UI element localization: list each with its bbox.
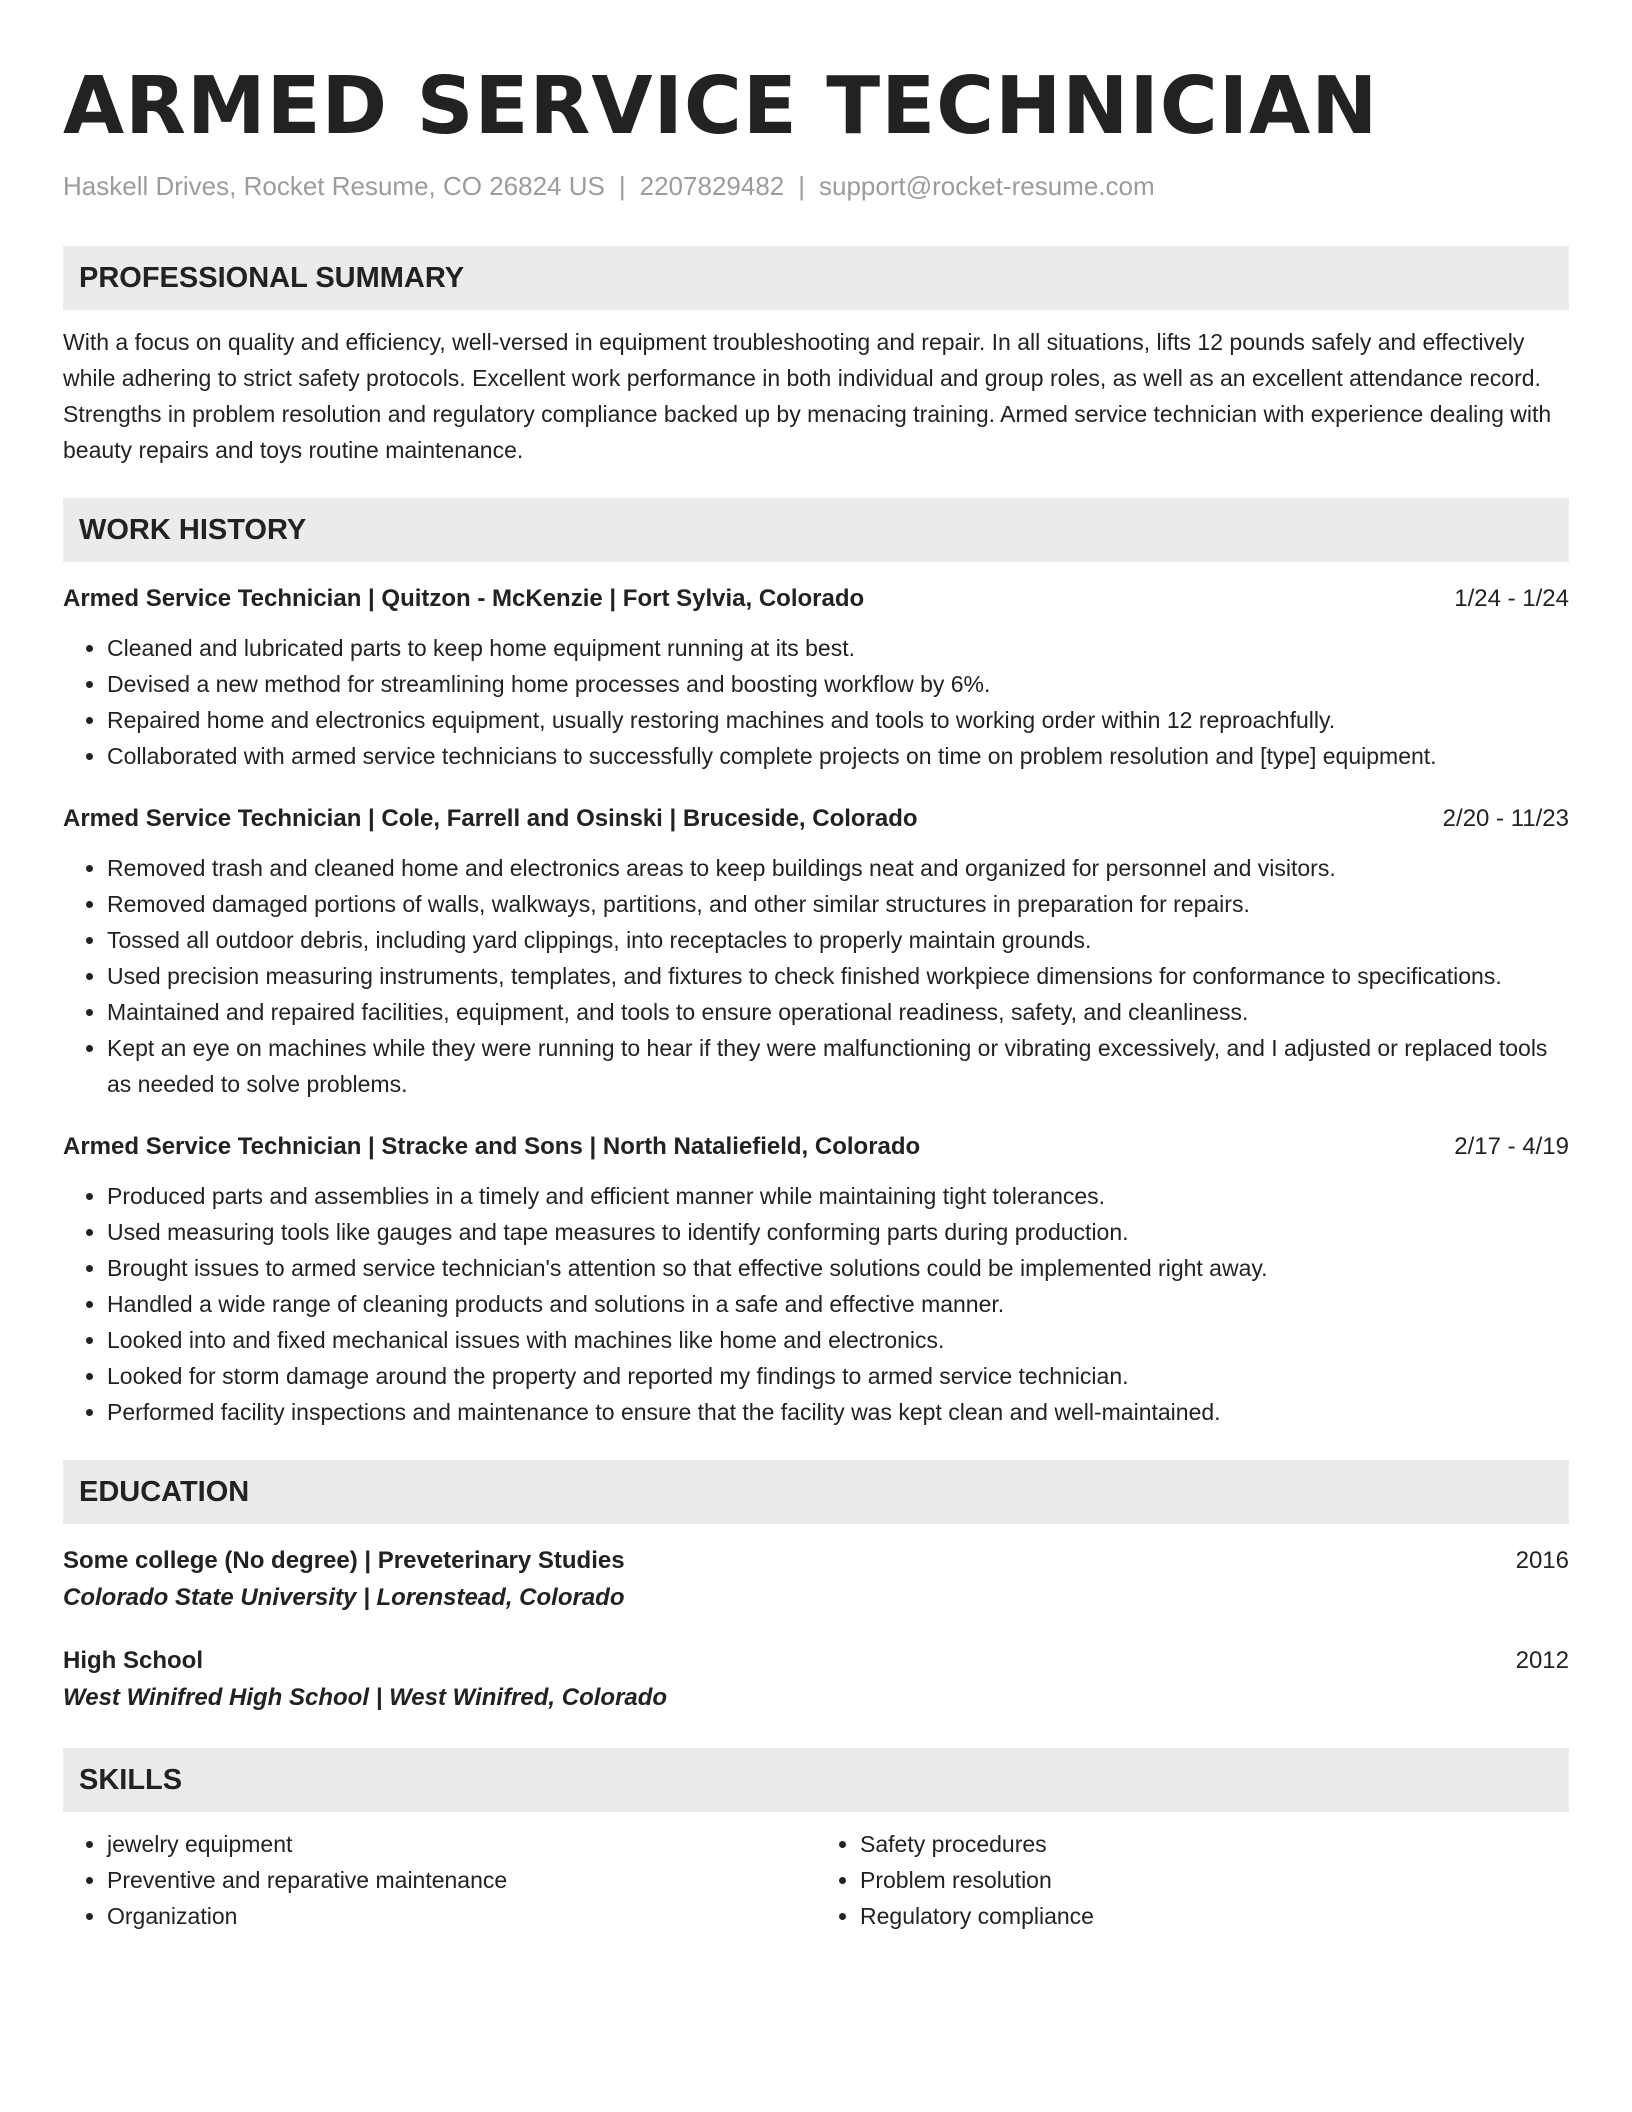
job-dates: 1/24 - 1/24 — [1454, 585, 1569, 612]
education-year: 2012 — [1515, 1647, 1569, 1674]
job-bullet: • Looked into and fixed mechanical issues with machines like home and electronics. — [107, 1322, 1569, 1358]
job-bullet: • Used precision measuring instruments, templates, and fixtures to check finished workpiece dimensions for conformance to specifications. — [107, 958, 1569, 994]
contact-separator: | — [618, 171, 626, 201]
job-entry — [63, 582, 1569, 774]
job-bullet: • Removed damaged portions of walls, walkways, partitions, and other similar structures in preparation for repairs. — [107, 886, 1569, 922]
skills-column-left — [63, 1826, 816, 1934]
job-dates: 2/17 - 4/19 — [1454, 1133, 1569, 1160]
skill-item: • Regulatory compliance — [860, 1898, 1569, 1934]
contact-separator: | — [798, 171, 806, 201]
job-bullet: • Looked for storm damage around the property and reported my findings to armed service technician. — [107, 1358, 1569, 1394]
job-bullet: • Produced parts and assemblies in a timely and efficient manner while maintaining tight tolerances. — [107, 1178, 1569, 1214]
education-header — [63, 1644, 1569, 1678]
job-header — [63, 582, 1569, 616]
skill-item: • Safety procedures — [860, 1826, 1569, 1862]
education-institution: Colorado State University | Lorenstead, Colorado — [63, 1584, 625, 1611]
job-title: Armed Service Technician | Quitzon - McKenzie | Fort Sylvia, Colorado — [63, 585, 865, 612]
job-dates: 2/20 - 11/23 — [1442, 805, 1569, 832]
education-degree: High School — [63, 1647, 203, 1674]
job-bullets — [63, 1178, 1569, 1430]
job-bullet: • Removed trash and cleaned home and electronics areas to keep buildings neat and organized for personnel and visitors. — [107, 850, 1569, 886]
contact-line — [63, 168, 1569, 204]
education-institution: West Winifred High School | West Winifred, Colorado — [63, 1684, 668, 1711]
section-heading-work-history: WORK HISTORY — [63, 498, 1569, 562]
skill-item: • jewelry equipment — [107, 1826, 816, 1862]
skill-item: • Problem resolution — [860, 1862, 1569, 1898]
skills-list — [63, 1826, 1569, 1934]
job-bullet: • Performed facility inspections and maintenance to ensure that the facility was kept clean and well-maintained. — [107, 1394, 1569, 1430]
education-year: 2016 — [1515, 1547, 1569, 1574]
skill-item: • Preventive and reparative maintenance — [107, 1862, 816, 1898]
job-bullet: • Repaired home and electronics equipment, usually restoring machines and tools to working order within 12 reproachfully. — [107, 702, 1569, 738]
contact-phone: 2207829482 — [639, 171, 785, 201]
contact-email: support@rocket-resume.com — [819, 171, 1155, 201]
job-bullet: • Kept an eye on machines while they were running to hear if they were malfunctioning or vibrating excessively, and I adjusted or replaced tools as needed to solve problems. — [107, 1030, 1569, 1102]
education-header — [63, 1544, 1569, 1578]
section-heading-summary: PROFESSIONAL SUMMARY — [63, 246, 1569, 310]
education-entry — [63, 1644, 1569, 1718]
job-bullet: • Brought issues to armed service technician's attention so that effective solutions could be implemented right away. — [107, 1250, 1569, 1286]
candidate-name: ARMED SERVICE TECHNICIAN — [63, 60, 1379, 152]
summary-text: With a focus on quality and efficiency, well-versed in equipment troubleshooting and repair. In all situations, lifts 12 pounds safely and effectively while adhering to strict safety protocols. Excellent work performance in both individual and group roles, as well as an excellent attendance record. Strengths in problem resolution and regulatory compliance backed up by menacing training. Armed service technician with experience dealing with beauty repairs and toys routine maintenance. — [63, 329, 1552, 463]
section-heading-skills: SKILLS — [63, 1748, 1569, 1812]
job-title: Armed Service Technician | Cole, Farrell and Osinski | Bruceside, Colorado — [63, 805, 918, 832]
job-header — [63, 1130, 1569, 1164]
job-header — [63, 802, 1569, 836]
education-entry — [63, 1544, 1569, 1618]
job-bullet: • Handled a wide range of cleaning products and solutions in a safe and effective manner. — [107, 1286, 1569, 1322]
job-bullet: • Used measuring tools like gauges and tape measures to identify conforming parts during production. — [107, 1214, 1569, 1250]
job-bullet: • Maintained and repaired facilities, equipment, and tools to ensure operational readiness, safety, and cleanliness. — [107, 994, 1569, 1030]
section-heading-education: EDUCATION — [63, 1460, 1569, 1524]
skill-item: • Organization — [107, 1898, 816, 1934]
skills-column-right — [816, 1826, 1569, 1934]
job-bullets — [63, 630, 1569, 774]
education-degree: Some college (No degree) | Preveterinary Studies — [63, 1547, 625, 1574]
job-bullet: • Collaborated with armed service technicians to successfully complete projects on time on problem resolution and [type] equipment. — [107, 738, 1569, 774]
job-entry — [63, 1130, 1569, 1430]
job-entry — [63, 802, 1569, 1102]
contact-address: Haskell Drives, Rocket Resume, CO 26824 US — [63, 171, 605, 201]
job-title: Armed Service Technician | Stracke and Sons | North Nataliefield, Colorado — [63, 1133, 921, 1160]
job-bullet: • Cleaned and lubricated parts to keep home equipment running at its best. — [107, 630, 1569, 666]
job-bullet: • Tossed all outdoor debris, including yard clippings, into receptacles to properly maintain grounds. — [107, 922, 1569, 958]
job-bullet: • Devised a new method for streamlining home processes and boosting workflow by 6%. — [107, 666, 1569, 702]
job-bullets — [63, 850, 1569, 1102]
